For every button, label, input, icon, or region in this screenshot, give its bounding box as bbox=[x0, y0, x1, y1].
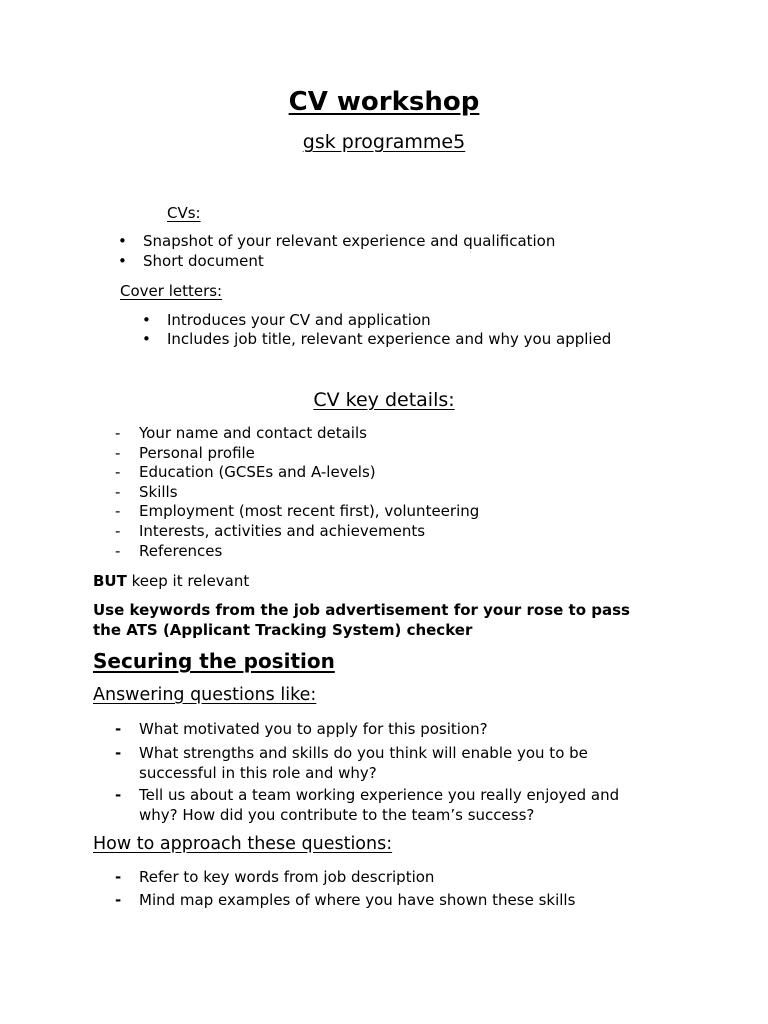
key-details-heading: CV key details: bbox=[313, 389, 455, 411]
list-item-text: Mind map examples of where you have shown these skills bbox=[139, 891, 576, 909]
keywords-note bbox=[93, 600, 630, 640]
document-subtitle: gsk programme5 bbox=[302, 131, 466, 153]
list-item-text: References bbox=[139, 541, 223, 560]
dash-icon: - bbox=[115, 744, 122, 762]
list-item-text: successful in this role and why? bbox=[139, 764, 377, 782]
dash-icon: - bbox=[115, 521, 121, 540]
list-item bbox=[118, 232, 555, 252]
list-item-text: What motivated you to apply for this position? bbox=[139, 720, 488, 738]
approach-list bbox=[115, 868, 575, 914]
but-emphasis: BUT bbox=[93, 572, 127, 590]
cvs-list bbox=[118, 232, 555, 272]
list-item bbox=[115, 720, 619, 743]
bullet-icon: • bbox=[118, 232, 127, 250]
dash-icon: - bbox=[115, 463, 121, 482]
dash-icon: - bbox=[115, 541, 121, 560]
list-item-text: Tell us about a team working experience you really enjoyed and bbox=[139, 786, 620, 804]
list-item-text: Interests, activities and achievements bbox=[139, 521, 426, 540]
list-item-text: Skills bbox=[139, 482, 178, 501]
dash-icon: - bbox=[115, 786, 122, 804]
cover-letters-heading: Cover letters: bbox=[120, 282, 223, 300]
answering-heading: Answering questions like: bbox=[93, 685, 317, 705]
list-item-text: Your name and contact details bbox=[139, 424, 367, 442]
dash-icon: - bbox=[115, 891, 122, 909]
list-item-text: why? How did you contribute to the team’s success? bbox=[139, 806, 535, 824]
list-item bbox=[115, 424, 479, 444]
list-item-text: Personal profile bbox=[139, 443, 255, 462]
questions-list bbox=[115, 720, 619, 827]
keywords-note-line: the ATS (Applicant Tracking System) checker bbox=[93, 621, 473, 639]
list-item bbox=[142, 311, 611, 330]
cover-letters-list bbox=[142, 311, 611, 349]
cvs-heading: CVs: bbox=[167, 204, 201, 222]
bullet-icon: • bbox=[142, 330, 151, 348]
approach-heading: How to approach these questions: bbox=[93, 834, 393, 854]
dash-icon: - bbox=[115, 868, 122, 886]
list-item-text: Education (GCSEs and A-levels) bbox=[139, 463, 376, 482]
dash-icon: - bbox=[115, 720, 122, 738]
list-item bbox=[115, 785, 619, 827]
list-item bbox=[115, 502, 479, 522]
list-item bbox=[115, 483, 479, 503]
list-item-text: Employment (most recent first), volunteering bbox=[139, 502, 480, 521]
keywords-note-line: Use keywords from the job advertisement for your rose to pass bbox=[93, 601, 630, 619]
dash-icon: - bbox=[115, 482, 121, 501]
but-text: keep it relevant bbox=[126, 572, 250, 590]
list-item bbox=[115, 522, 479, 542]
list-item bbox=[142, 330, 611, 349]
list-item bbox=[115, 868, 575, 891]
list-item-text: Snapshot of your relevant experience and qualification bbox=[143, 232, 556, 250]
list-item-text: Includes job title, relevant experience and why you applied bbox=[167, 330, 612, 348]
bullet-icon: • bbox=[118, 252, 127, 270]
list-item-text: Refer to key words from job description bbox=[139, 868, 435, 886]
document-title: CV workshop bbox=[288, 87, 480, 117]
list-item bbox=[115, 891, 575, 914]
securing-heading: Securing the position bbox=[93, 649, 335, 673]
dash-icon: - bbox=[115, 443, 121, 462]
list-item bbox=[115, 444, 479, 464]
list-item bbox=[115, 463, 479, 483]
key-details-list bbox=[115, 424, 479, 561]
bullet-icon: • bbox=[142, 311, 151, 329]
but-line bbox=[93, 572, 249, 590]
dash-icon: - bbox=[115, 502, 121, 521]
list-item-text: Introduces your CV and application bbox=[167, 311, 431, 329]
list-item-text: Short document bbox=[143, 252, 264, 270]
dash-icon: - bbox=[115, 424, 121, 442]
list-item bbox=[115, 542, 479, 562]
list-item bbox=[115, 743, 619, 785]
list-item-text: What strengths and skills do you think will enable you to be bbox=[139, 744, 588, 762]
list-item bbox=[118, 252, 555, 272]
